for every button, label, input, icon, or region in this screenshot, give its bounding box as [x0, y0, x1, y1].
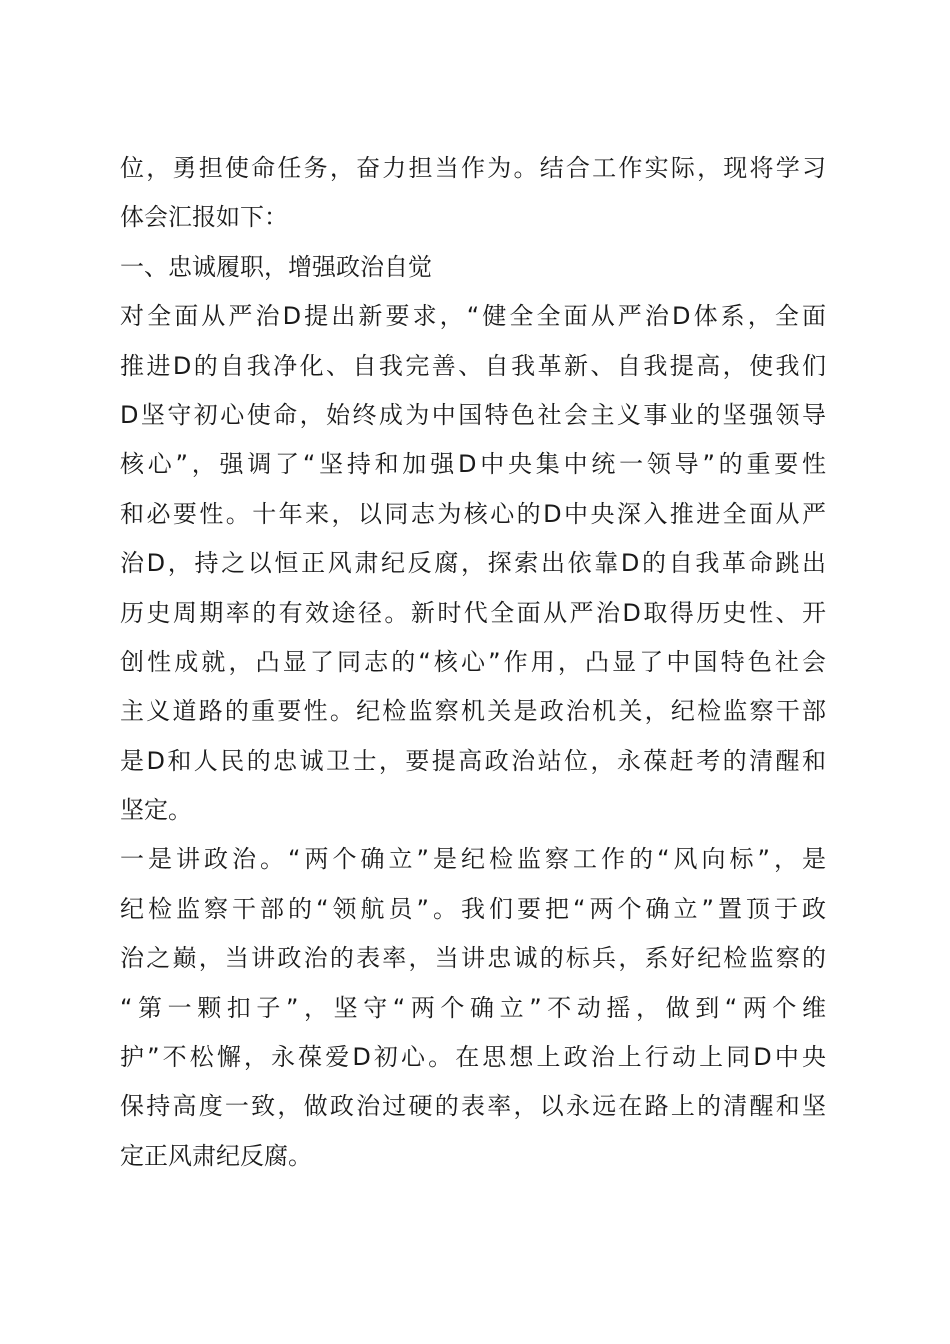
body-text-line: D坚守初心使命，始终成为中国特色社会主义事业的坚强领导 [120, 400, 826, 429]
body-text-line: 治D，持之以恒正风肃纪反腐，探索出依靠D的自我革命跳出 [120, 549, 826, 578]
body-text-line: 是D和人民的忠诚卫士，要提高政治站位，永葆赶考的清醒和 [120, 746, 826, 775]
body-text-line: 创性成就，凸显了同志的“核心”作用，凸显了中国特色社会 [120, 647, 826, 676]
body-text-line: 定正风肃纪反腐。 [120, 1141, 312, 1170]
body-text-line: 位，勇担使命任务，奋力担当作为。结合工作实际，现将学习 [120, 154, 826, 182]
document-page [120, 144, 826, 1181]
body-text-line: 主义道路的重要性。纪检监察机关是政治机关，纪检监察干部 [120, 697, 826, 726]
body-text-line: 坚定。 [120, 796, 192, 825]
body-text-line: 对全面从严治D提出新要求，“健全全面从严治D体系，全面 [120, 302, 826, 331]
body-text-line: 治之巅，当讲政治的表率，当讲忠诚的标兵，系好纪检监察的 [120, 944, 826, 973]
body-text-line: 体会汇报如下： [120, 203, 288, 232]
section-heading: 一、忠诚履职，增强政治自觉 [120, 252, 432, 281]
body-text-line: 核心”，强调了“坚持和加强D中央集中统一领导”的重要性 [120, 450, 826, 479]
body-text-line: 和必要性。十年来，以同志为核心的D中央深入推进全面从严 [120, 499, 826, 528]
body-text-line: 纪检监察干部的“领航员”。我们要把“两个确立”置顶于政 [120, 894, 826, 923]
body-text-line: 一是讲政治。“两个确立”是纪检监察工作的“风向标”，是 [120, 845, 826, 874]
body-text-line: 历史周期率的有效途径。新时代全面从严治D取得历史性、开 [120, 598, 826, 627]
body-text-line: 推进D的自我净化、自我完善、自我革新、自我提高，使我们 [120, 351, 826, 380]
body-text-line: 保持高度一致，做政治过硬的表率，以永远在路上的清醒和坚 [120, 1092, 826, 1121]
body-text-line: “第一颗扣子”，坚守“两个确立”不动摇，做到“两个维 [120, 993, 826, 1022]
body-text-line: 护”不松懈，永葆爱D初心。在思想上政治上行动上同D中央 [120, 1043, 826, 1072]
